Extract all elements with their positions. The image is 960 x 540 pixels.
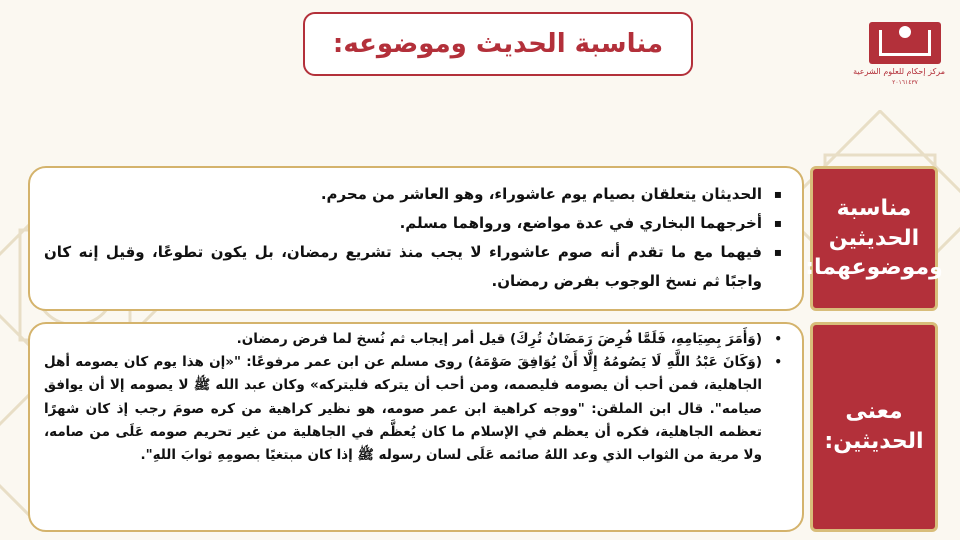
- bullet-icon: •: [774, 332, 782, 346]
- section2-panel: [28, 322, 804, 532]
- logo-tagline: ٢٠١٦١٤٣٧: [892, 79, 918, 86]
- bullet-icon: ▪: [773, 216, 782, 230]
- section2-list: [44, 328, 784, 467]
- bullet-icon: •: [774, 355, 782, 370]
- section1-label-box: [805, 166, 943, 311]
- bullet-icon: ▪: [773, 245, 782, 259]
- section1-list: [44, 180, 784, 296]
- logo-mark: [869, 22, 941, 64]
- list-item: • (وَأَمَرَ بِصِيَامِهِ، فَلَمَّا فُرِضَ رَمَضَانُ تُرِكَ) قيل أمر إيجاب ثم نُسخ لما فرض رمضان.: [44, 328, 784, 351]
- section2-label: معنى الحديثين:: [824, 399, 924, 454]
- section1-label: مناسبة الحديثين وموضوعهما:: [805, 195, 943, 281]
- page-title: مناسبة الحديث وموضوعه:: [332, 29, 664, 59]
- list-item: • (وَكَانَ عَبْدُ اللَّهِ لَا يَصُومُهُ إِلَّا أَنْ يُوَافِقَ صَوْمَهُ) روى مسلم عن ابن عمر مرفوعًا: "«إن هذا يوم كان يصومه أهل الجاهلية، فمن أحب أن يصومه فليصمه، ومن أحب أن يتركه فليتركه» وكان عبد الله ﷺ لا يصومه إلا أن يوافق صيامه". قال ابن الملقن: "ووجه كراهية ابن عمر صومه، هو نظير كراهية من كره صومَ رجب إذ كان شهرًا تعظمه الجاهلية، فكره أن يعظم في الإسلام ما كان يُعظَّم في الجاهلية من غير تحريم صومه عَلَى من صامه، ولا مرية من الثواب الذي وعد اللهُ صائمه عَلَى لسان رسوله ﷺ إذا كان مبتغيًا بصومِهِ ثوابَ اللهِ".: [44, 351, 784, 467]
- section2-label-box: [810, 322, 938, 532]
- list-item: ▪ الحديثان يتعلقان بصيام يوم عاشوراء، وهو العاشر من محرم.: [44, 180, 784, 209]
- logo: [853, 22, 945, 94]
- logo-subtitle: مركز إحكام للعلوم الشرعية: [853, 67, 945, 76]
- bullet-icon: ▪: [773, 187, 782, 201]
- list-item: ▪ فيهما مع ما تقدم أنه صوم عاشوراء لا يجب منذ تشريع رمضان، بل يكون تطوعًا، وقيل إنه كان واجبًا ثم نسخ الوجوب بفرض رمضان.: [44, 238, 784, 296]
- list-item: ▪ أخرجهما البخاري في عدة مواضع، ورواهما مسلم.: [44, 209, 784, 238]
- section1-panel: [28, 166, 804, 311]
- title-box: [303, 12, 693, 76]
